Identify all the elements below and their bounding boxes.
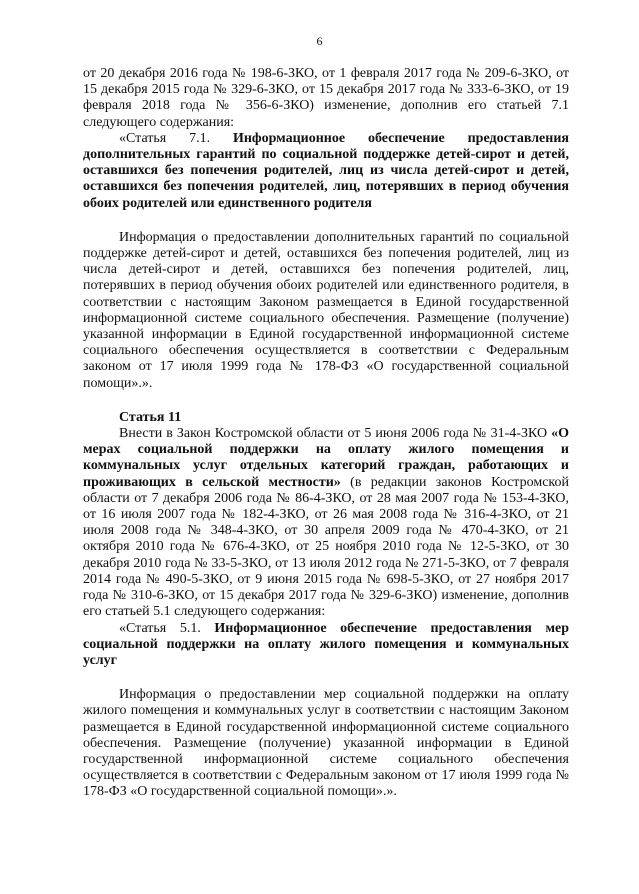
article-7-1-title: Информационное обеспечение предоставления дополнительных гарантий по социальной поддержке детей-сирот и детей, оставшихся без попечения родителей, лиц из числа детей-сирот и детей, оставшихся без попечения родителей, лиц, потерявших в период обучения обоих родителей или единственного родителя [83, 130, 569, 211]
article-5-1-title: Информационное обеспечение предоставления мер социальной поддержки на оплату жилого помещения и коммунальных услуг [83, 620, 569, 668]
article-5-1-body: Информация о предоставлении мер социальной поддержки на оплату жилого помещения и коммунальных услуг в соответствии с настоящим Законом размещается в Единой государственной информационной системе социального обеспечения. Размещение (получение) указанной информации в Единой государственной информационной системе социального обеспечения осуществляется в соответствии с Федеральным законом от 17 июля 1999 года № 178-ФЗ «О государственной социальной помощи».». [83, 687, 569, 800]
article-11-law-title: «О мерах социальной поддержки на оплату жилого помещения и коммунальных услуг отдельных категорий граждан, работающих и проживающих в сельской местности» [83, 426, 569, 490]
article-7-1-title-paragraph [83, 131, 569, 212]
spacer [83, 669, 569, 687]
article-11-amend-prefix: Внести в Закон Костромской области от 5 июня 2006 года № 31-4-ЗКО [119, 426, 548, 442]
article-7-1-body: Информация о предоставлении дополнительных гарантий по социальной поддержке детей-сирот и детей, оставшихся без попечения родителей, лиц из числа детей-сирот и детей, оставшихся без попечения родителей, лиц, потерявших в период обучения обоих родителей или единственного родителя, в соответствии с настоящим Законом размещается в Единой государственной информационной системе социального обеспечения. Размещение (получение) указанной информации в Единой государственной информационной системе социального обеспечения осуществляется в соответствии с Федеральным законом от 17 июля 1999 года № 178-ФЗ «О государственной социальной помощи».». [83, 229, 569, 391]
article-10-amendment-text: от 20 декабря 2016 года № 198-6-ЗКО, от 1 февраля 2017 года № 209-6-ЗКО, от 15 декабря 2015 года № 329-6-ЗКО, от 15 декабря 2017 года № 333-6-ЗКО, от 19 февраля 2018 года № 356-6-ЗКО) изменение, дополнив его статьей 7.1 следующего содержания: [83, 66, 569, 130]
article-5-1-title-paragraph [83, 621, 569, 670]
spacer [83, 392, 569, 410]
page-number: 6 [316, 34, 323, 48]
article-11-heading: Статья 11 [119, 409, 182, 425]
article-5-1-prefix: «Статья 5.1. [119, 620, 201, 636]
spacer [83, 212, 569, 230]
article-7-1-prefix: «Статья 7.1. [119, 130, 211, 146]
article-11-amendment-text [83, 426, 569, 620]
document-body [83, 66, 569, 801]
article-11-amend-rest: (в редакции законов Костромской области от 7 декабря 2006 года № 86-4-ЗКО, от 28 мая 2007 года № 153-4-ЗКО, от 16 июля 2007 года № 182-4-ЗКО, от 26 мая 2008 года № 316-4-ЗКО, от 21 июля 2008 года № 348-4-ЗКО, от 30 апреля 2009 года № 470-4-ЗКО, от 21 октября 2010 года № 676-4-ЗКО, от 25 ноября 2010 года № 12-5-ЗКО, от 30 декабря 2010 года № 33-5-ЗКО, от 13 июля 2012 года № 271-5-ЗКО, от 7 февраля 2014 года № 490-5-ЗКО, от 9 июня 2015 года № 698-5-ЗКО, от 27 ноября 2017 года № 310-6-ЗКО, от 15 декабря 2017 года № 329-6-ЗКО) изменение, дополнив его статьей 5.1 следующего содержания: [83, 474, 569, 620]
